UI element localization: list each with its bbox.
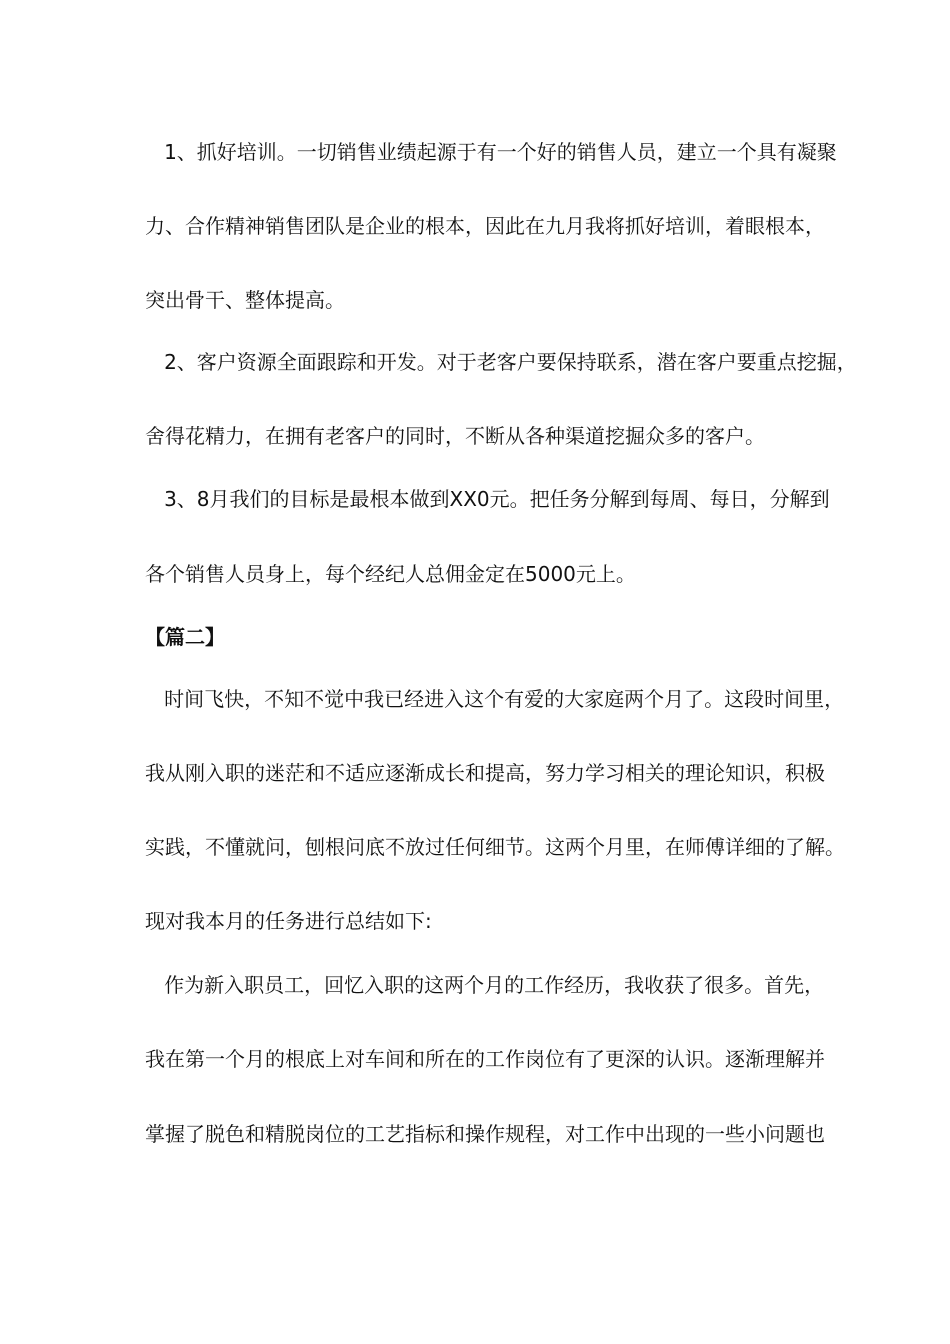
paragraph-line: 突出骨干、整体提高。 <box>145 288 345 312</box>
paragraph-line: 我在第一个月的根底上对车间和所在的工作岗位有了更深的认识。逐渐理解并 <box>145 1047 825 1071</box>
paragraph-line: 我从刚入职的迷茫和不适应逐渐成长和提高，努力学习相关的理论知识，积极 <box>145 761 825 785</box>
paragraph-line: 作为新入职员工，回忆入职的这两个月的工作经历，我收获了很多。首先， <box>145 973 825 997</box>
paragraph-line: 现对我本月的任务进行总结如下: <box>145 909 432 933</box>
paragraph-line: 各个销售人员身上，每个经纪人总佣金定在5000元上。 <box>145 562 636 586</box>
paragraph-line: 2、客户资源全面跟踪和开发。对于老客户要保持联系，潜在客户要重点挖掘， <box>145 350 857 374</box>
paragraph-line: 时间飞快，不知不觉中我已经进入这个有爱的大家庭两个月了。这段时间里， <box>145 687 845 711</box>
paragraph-line: 力、合作精神销售团队是企业的根本，因此在九月我将抓好培训，着眼根本， <box>145 214 825 238</box>
paragraph-line: 实践，不懂就问，刨根问底不放过任何细节。这两个月里，在师傅详细的了解。 <box>145 835 845 859</box>
paragraph-line: 掌握了脱色和精脱岗位的工艺指标和操作规程，对工作中出现的一些小问题也 <box>145 1122 825 1146</box>
paragraph-line: 1、抓好培训。一切销售业绩起源于有一个好的销售人员，建立一个具有凝聚 <box>145 140 837 164</box>
section-heading: 【篇二】 <box>145 625 225 649</box>
paragraph-line: 舍得花精力，在拥有老客户的同时，不断从各种渠道挖掘众多的客户。 <box>145 424 765 448</box>
paragraph-line: 3、8月我们的目标是最根本做到XX0元。把任务分解到每周、每日，分解到 <box>145 487 830 511</box>
